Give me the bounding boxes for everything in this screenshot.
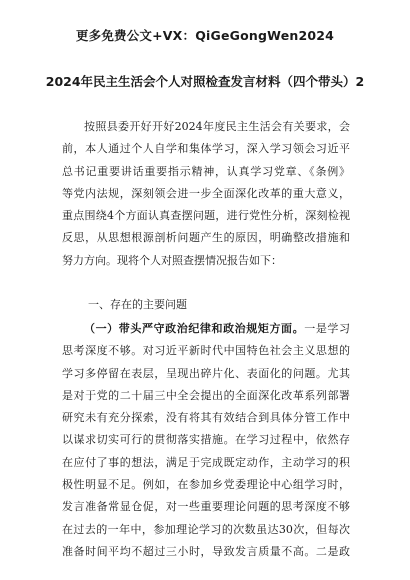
paragraph-line: 思考深度不够。对习近平新时代中国特色社会主义思想的	[62, 344, 350, 358]
intro-line: 前，本人通过个人自学和集体学习，深入学习领会习近平	[62, 142, 350, 156]
paragraph-line: 极性明显不足。例如，在参加乡党委理论中心组学习时，	[62, 478, 350, 492]
paragraph-line: 在应付了事的想法，满足于完成既定动作，主动学习的积	[62, 455, 350, 469]
paragraph-line: 学习多停留在表层，呈现出碎片化、表面化的问题。尤其	[62, 366, 350, 380]
paragraph-line: 是对于党的二十届三中全会提出的全面深化改革系列部署	[62, 388, 350, 402]
header-watermark-text: 更多免费公文+VX：QiGeGongWen2024	[75, 28, 335, 43]
section-heading: 一、存在的主要问题	[88, 298, 187, 311]
intro-line: 努力方向。现将个人对照查摆情况报告如下：	[62, 253, 282, 267]
intro-line: 按照县委开好开好2024年度民主生活会有关要求，会	[84, 120, 350, 133]
document-title: 2024年民主生活会个人对照检查发言材料（四个带头）2	[45, 74, 365, 89]
intro-line: 总书记重要讲话重要指示精神，认真学习党章、《条例》	[62, 164, 350, 178]
intro-line: 重点围绕4个方面认真查摆问题，进行党性分析，深刻检视	[62, 209, 350, 223]
paragraph-line: 在过去的一年中，参加理论学习的次数虽达30次，但每次	[62, 522, 350, 536]
paragraph-line: 准备时间平均不超过三小时，导致发言质量不高。二是政	[62, 544, 350, 558]
intro-line: 等党内法规，深刻领会进一步全面深化改革的重大意义，	[62, 186, 350, 200]
paragraph-line: 以谋求切实可行的贯彻落实措施。在学习过程中，依然存	[62, 433, 350, 447]
paragraph-line: 研究未有充分探索，没有将其有效结合到具体分管工作中	[62, 411, 350, 425]
section-paragraph	[62, 318, 350, 563]
paragraph-line-tail: 一是学习	[304, 322, 350, 335]
paragraph-first-line	[62, 318, 350, 340]
paragraph-line: 发言准备常显仓促，对一些重要理论问题的思考深度不够	[62, 500, 350, 514]
intro-line: 反思，从思想根源剖析问题产生的原因，明确整改措施和	[62, 231, 350, 245]
sub-heading: （一）带头严守政治纪律和政治规矩方面。	[84, 322, 305, 335]
intro-paragraph	[62, 116, 350, 272]
